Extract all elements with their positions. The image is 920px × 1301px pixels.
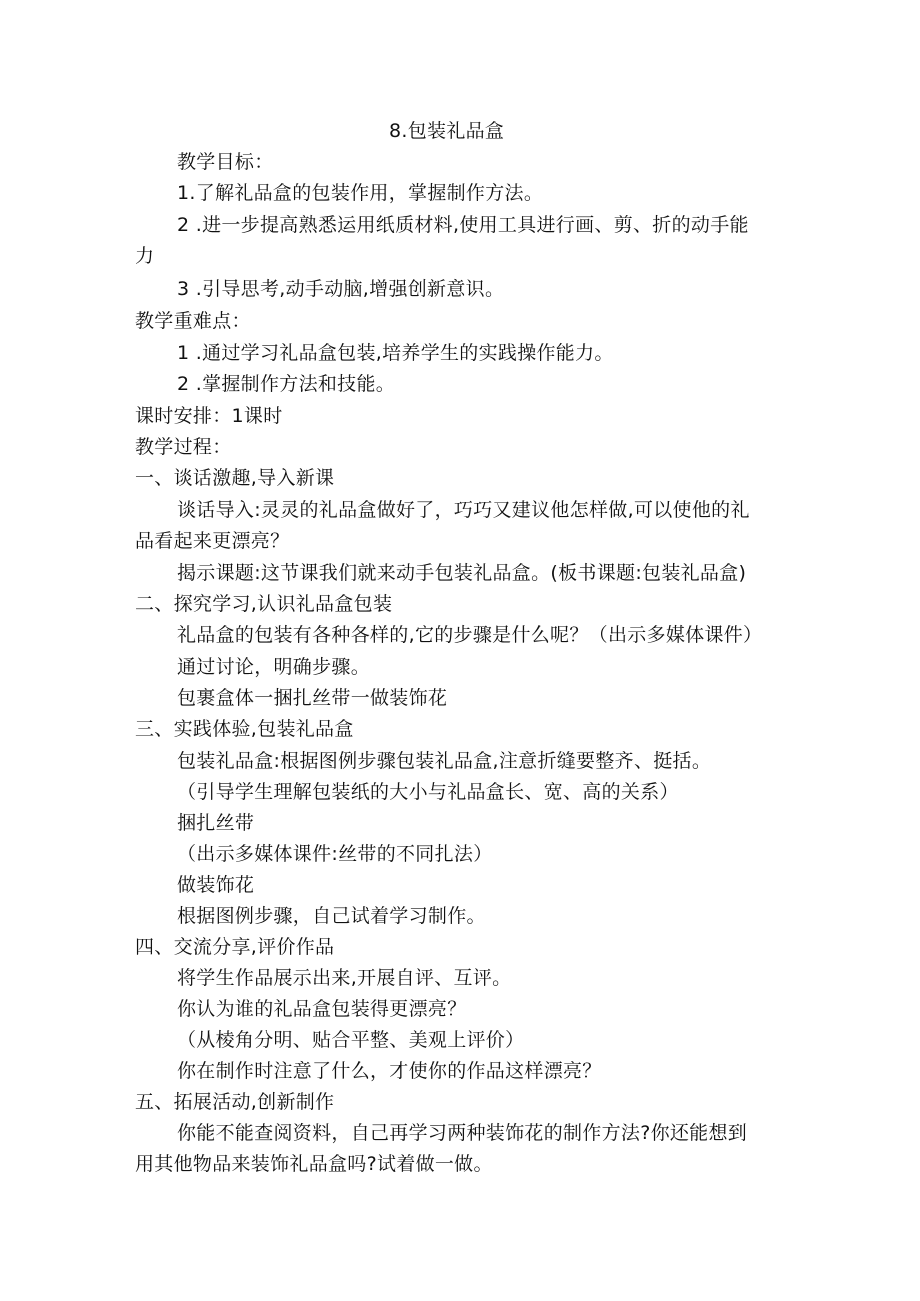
step-heading-2: 二、探究学习,认识礼品盒包装 bbox=[135, 593, 393, 615]
key-point-item-2: 2 .掌握制作方法和技能。 bbox=[177, 373, 396, 395]
key-point-item-1: 1 .通过学习礼品盒包装,培养学生的实践操作能力。 bbox=[177, 342, 614, 364]
paragraph-line: 你在制作时注意了什么，才使你的作品这样漂亮？ bbox=[177, 1060, 602, 1082]
paragraph-line: 你认为谁的礼品盒包装得更漂亮？ bbox=[177, 998, 467, 1020]
objective-item-3: 3 .引导思考,动手动脑,增强创新意识。 bbox=[177, 278, 505, 300]
section-heading-process: 教学过程： bbox=[135, 436, 232, 458]
paragraph-line: 揭示课题:这节课我们就来动手包装礼品盒。(板书课题:包装礼品盒) bbox=[177, 562, 747, 584]
step-heading-4: 四、交流分享,评价作品 bbox=[135, 936, 335, 958]
paragraph-line: （引导学生理解包装纸的大小与礼品盒长、宽、高的关系） bbox=[177, 781, 679, 803]
paragraph-line: 包裹盒体一捆扎丝带一做装饰花 bbox=[177, 687, 448, 709]
objective-item-2: 2 .进一步提高熟悉运用纸质材料,使用工具进行画、剪、折的动手能 bbox=[177, 214, 749, 236]
schedule-line: 课时安排：1课时 bbox=[135, 405, 283, 427]
document-title: 8.包装礼品盒 bbox=[389, 120, 505, 142]
paragraph-line: 品看起来更漂亮？ bbox=[135, 530, 290, 552]
paragraph-line: 用其他物品来装饰礼品盒吗?试着做一做。 bbox=[135, 1153, 493, 1175]
paragraph-line: 捆扎丝带 bbox=[177, 812, 255, 834]
step-heading-1: 一、谈话激趣,导入新课 bbox=[135, 467, 335, 489]
section-heading-key-points: 教学重难点： bbox=[135, 310, 251, 332]
paragraph-line: 包装礼品盒:根据图例步骤包装礼品盒,注意折缝要整齐、挺括。 bbox=[177, 750, 712, 772]
objective-item-2-continued: 力 bbox=[135, 245, 155, 267]
step-heading-5: 五、拓展活动,创新制作 bbox=[135, 1091, 335, 1113]
objective-item-1: 1.了解礼品盒的包装作用，掌握制作方法。 bbox=[177, 182, 544, 204]
paragraph-line: 将学生作品展示出来,开展自评、互评。 bbox=[177, 967, 512, 989]
paragraph-line: 你能不能查阅资料，自己再学习两种装饰花的制作方法?你还能想到 bbox=[177, 1122, 748, 1144]
paragraph-line: （出示多媒体课件:丝带的不同扎法） bbox=[177, 843, 493, 865]
paragraph-line: 谈话导入:灵灵的礼品盒做好了，巧巧又建议他怎样做,可以使他的礼 bbox=[177, 499, 750, 521]
paragraph-line: （从棱角分明、贴合平整、美观上评价） bbox=[177, 1029, 525, 1051]
paragraph-line: 做装饰花 bbox=[177, 874, 255, 896]
step-heading-3: 三、实践体验,包装礼品盒 bbox=[135, 718, 354, 740]
paragraph-line: 根据图例步骤，自己试着学习制作。 bbox=[177, 905, 486, 927]
paragraph-line: 通过讨论，明确步骤。 bbox=[177, 656, 371, 678]
section-heading-objectives: 教学目标： bbox=[177, 151, 274, 173]
paragraph-line: 礼品盒的包装有各种各样的,它的步骤是什么呢？（出示多媒体课件） bbox=[177, 624, 763, 646]
